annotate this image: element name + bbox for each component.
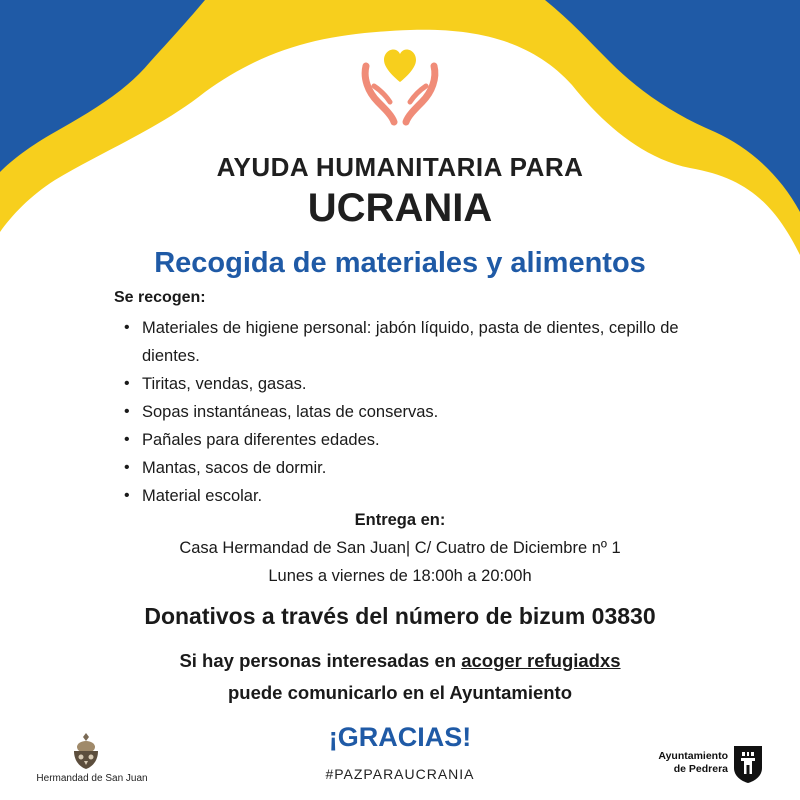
title-line-1: AYUDA HUMANITARIA PARA xyxy=(216,152,584,182)
delivery-address: Casa Hermandad de San Juan| C/ Cuatro de Diciembre nº 1 xyxy=(179,539,621,557)
heart-in-hands-icon xyxy=(365,50,435,122)
list-item: • Material escolar. xyxy=(142,482,722,510)
town-hall-shield-icon xyxy=(732,744,764,784)
hashtag: #PAZPARAUCRANIA xyxy=(325,766,475,782)
delivery-hours: Lunes a viernes de 18:00h a 20:00h xyxy=(268,567,532,585)
brotherhood-emblem-icon xyxy=(66,731,106,771)
delivery-heading: Entrega en: xyxy=(354,511,446,529)
refugee-link[interactable]: acoger refugiadxs xyxy=(461,650,621,671)
refugee-line-1 xyxy=(0,650,800,672)
right-org-line-2: de Pedrera xyxy=(673,763,728,775)
list-item: • Mantas, sacos de dormir. xyxy=(142,454,722,482)
title-line-2: UCRANIA xyxy=(307,186,493,230)
donations-text: Donativos a través del número de bizum 03830 xyxy=(144,603,656,629)
list-item: • Tiritas, vendas, gasas. xyxy=(142,370,722,398)
list-item: • Pañales para diferentes edades. xyxy=(142,426,722,454)
right-org-name xyxy=(628,750,728,776)
collection-heading: Se recogen: xyxy=(114,289,206,306)
left-org-name: Hermandad de San Juan xyxy=(36,773,148,784)
list-item: • Sopas instantáneas, latas de conservas. xyxy=(142,398,722,426)
refugee-line-2: puede comunicarlo en el Ayuntamiento xyxy=(227,682,573,703)
list-item: • Materiales de higiene personal: jabón líquido, pasta de dientes, cepillo de dientes. xyxy=(142,314,722,370)
thanks-text: ¡GRACIAS! xyxy=(328,722,472,752)
right-org-line-1: Ayuntamiento xyxy=(658,750,728,762)
subtitle: Recogida de materiales y alimentos xyxy=(154,247,646,279)
refugee-prefix: Si hay personas interesadas en xyxy=(179,650,462,671)
collection-list xyxy=(142,314,722,510)
